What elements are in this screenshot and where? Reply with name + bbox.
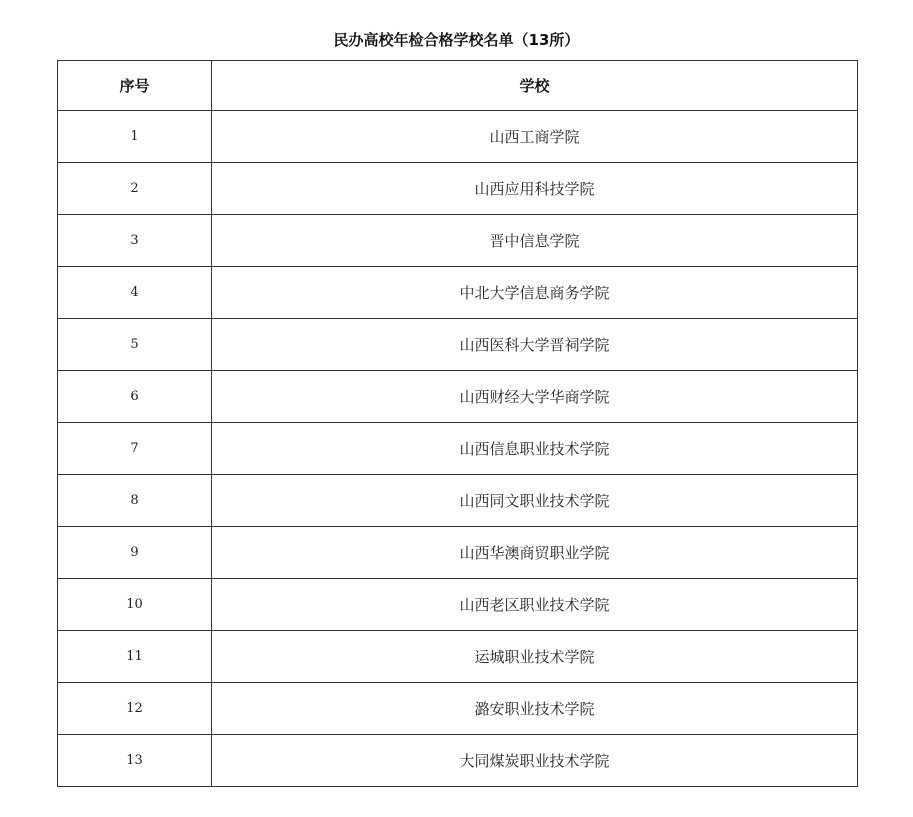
table-row [58,631,858,683]
table-row [58,527,858,579]
row-number: 11 [58,631,212,683]
row-number: 1 [58,111,212,163]
row-number: 8 [58,475,212,527]
table-row [58,735,858,787]
table-row [58,111,858,163]
row-school: 中北大学信息商务学院 [212,267,858,319]
row-number: 2 [58,163,212,215]
table-row [58,267,858,319]
row-number: 3 [58,215,212,267]
row-number: 12 [58,683,212,735]
table-row [58,423,858,475]
row-school: 大同煤炭职业技术学院 [212,735,858,787]
table-row [58,683,858,735]
row-number: 10 [58,579,212,631]
row-number: 13 [58,735,212,787]
row-number: 5 [58,319,212,371]
table-row [58,579,858,631]
row-school: 运城职业技术学院 [212,631,858,683]
table-row [58,215,858,267]
row-number: 6 [58,371,212,423]
row-school: 山西应用科技学院 [212,163,858,215]
row-number: 7 [58,423,212,475]
row-school: 山西老区职业技术学院 [212,579,858,631]
table-row [58,371,858,423]
table-title: 民办高校年检合格学校名单（13所） [333,31,580,49]
row-school: 山西工商学院 [212,111,858,163]
row-number: 4 [58,267,212,319]
row-school: 晋中信息学院 [212,215,858,267]
row-school: 山西同文职业技术学院 [212,475,858,527]
table-row [58,319,858,371]
header-number: 序号 [58,61,212,111]
row-school: 山西医科大学晋祠学院 [212,319,858,371]
header-school: 学校 [212,61,858,111]
table-row [58,163,858,215]
row-school: 潞安职业技术学院 [212,683,858,735]
schools-table [57,60,858,787]
row-school: 山西信息职业技术学院 [212,423,858,475]
row-school: 山西财经大学华商学院 [212,371,858,423]
row-school: 山西华澳商贸职业学院 [212,527,858,579]
table-row [58,475,858,527]
row-number: 9 [58,527,212,579]
table-header-row [58,61,858,111]
